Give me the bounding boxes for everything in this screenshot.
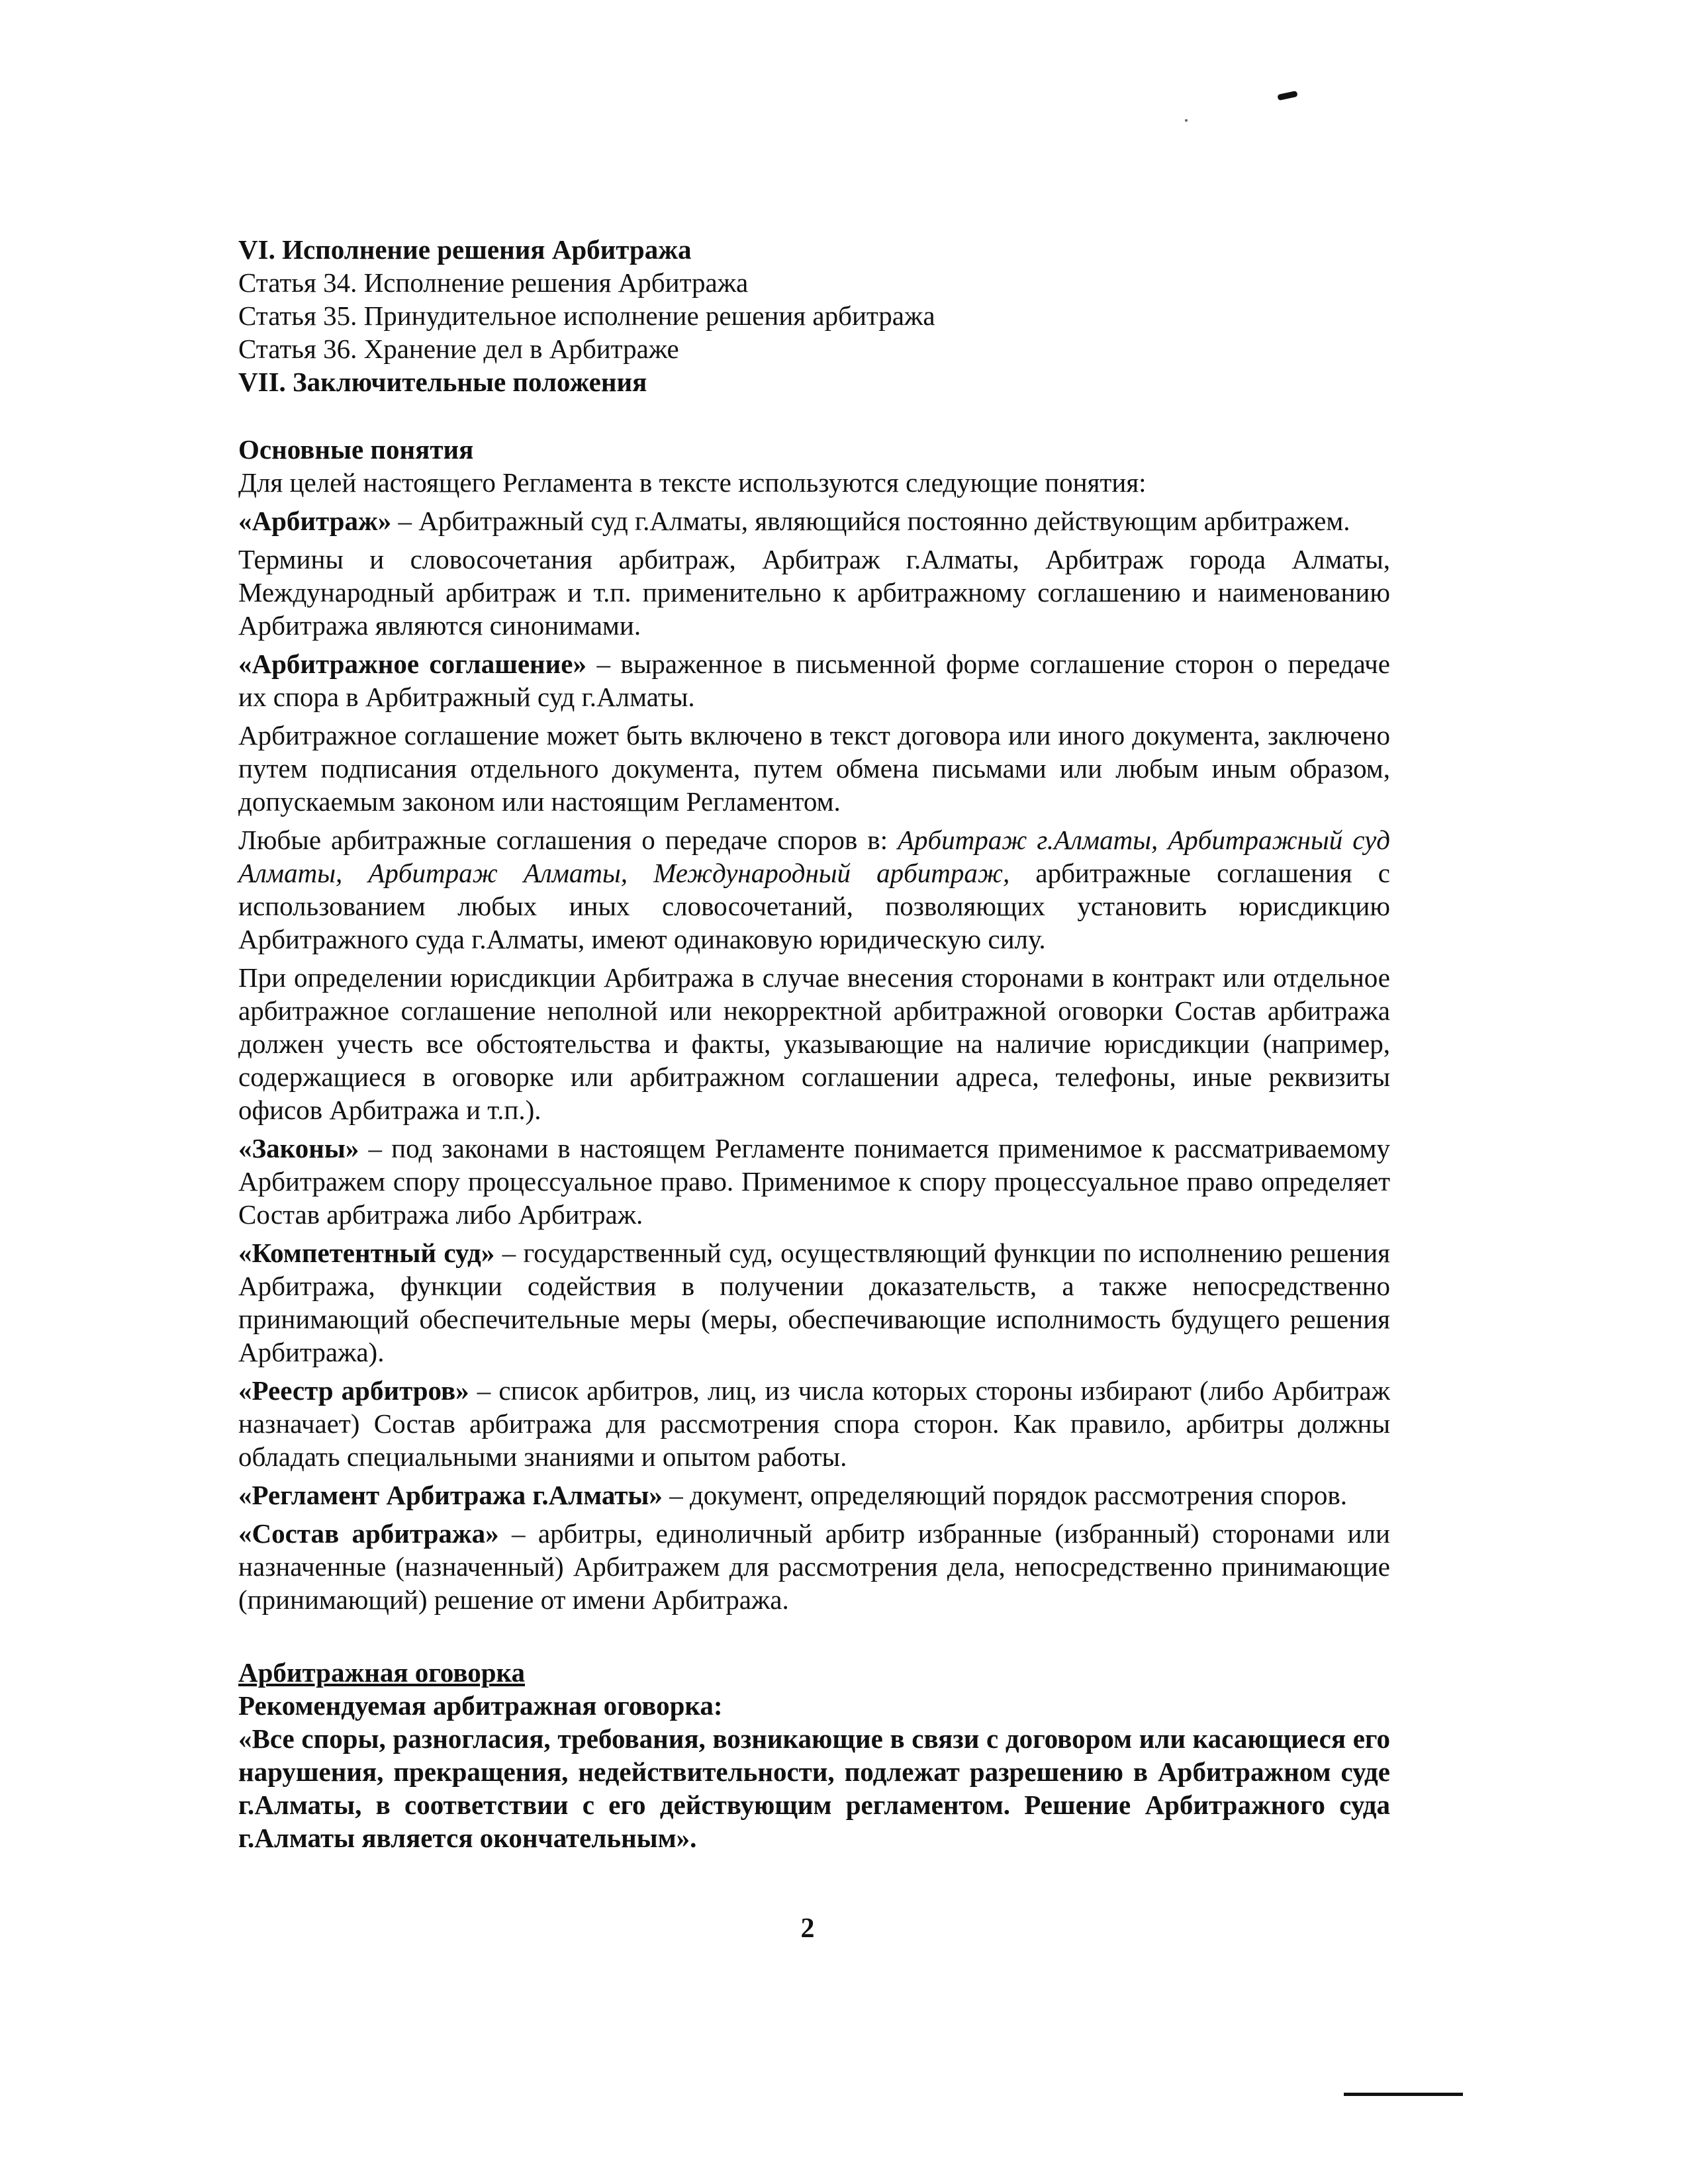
definition-tribunal: [238, 1517, 1390, 1616]
page-number: 2: [800, 1913, 815, 1944]
definition-competent-court: [238, 1236, 1390, 1369]
concepts-intro: Для целей настоящего Регламента в тексте используются следующие понятия:: [238, 467, 1147, 498]
term-agreement: «Арбитражное соглашение»: [238, 649, 586, 679]
clause-heading: Арбитражная оговорка: [238, 1657, 526, 1688]
any-agreements-paragraph: [238, 823, 1390, 956]
def-rules: – документ, определяющий порядок рассмотрения споров.: [662, 1480, 1348, 1510]
clause-subheading: Рекомендуемая арбитражная оговорка:: [238, 1690, 723, 1721]
document-body: [238, 233, 1390, 1854]
synonyms-paragraph: Термины и словосочетания арбитраж, Арбитраж г.Алматы, Арбитраж города Алматы, Международный арбитраж и т.п. применительно к арбитражному соглашению и наименованию Арбитража являются синонимами.: [238, 544, 1390, 641]
term-registry: «Реестр арбитров»: [238, 1375, 469, 1406]
def-agreement: – выраженное в письменной форме соглашение сторон о передаче их спора в Арбитражный суд г.Алматы.: [238, 649, 1390, 712]
term-arbitrage: «Арбитраж»: [238, 506, 392, 536]
term-competent-court: «Компетентный суд»: [238, 1238, 495, 1268]
scan-mark: [1277, 91, 1297, 101]
definition-agreement: [238, 647, 1390, 713]
def-competent-court: – государственный суд, осуществляющий функции по исполнению решения Арбитража, функции содействия в получении доказательств, а также непосредственно принимающий обеспечительные меры (меры, обеспечивающие исполнимость будущего решения Арбитража).: [238, 1238, 1391, 1367]
def-tribunal: – арбитры, единоличный арбитр избранные (избранный) сторонами или назначенные (назначенный) Арбитражем для рассмотрения дела, непосредственно принимающие (принимающий) решение от имени Арбитража.: [238, 1518, 1390, 1615]
toc-section-6: VI. Исполнение решения Арбитража: [238, 234, 692, 265]
definition-laws: [238, 1132, 1390, 1231]
def-arbitrage: – Арбитражный суд г.Алматы, являющийся постоянно действующим арбитражем.: [391, 506, 1350, 536]
agreement-forms-paragraph: Арбитражное соглашение может быть включено в текст договора или иного документа, заключено путем подписания отдельного документа, путем обмена письмами или любым иным образом, допускаемым законом или настоящим Регламентом.: [238, 720, 1390, 817]
any-agreements-end: арбитражные соглашения с использованием любых иных словосочетаний, позволяющих установить юрисдикцию Арбитражного суда г.Алматы, имеют одинаковую юридическую силу.: [238, 858, 1390, 954]
term-laws: «Законы»: [238, 1133, 359, 1163]
concepts-heading: Основные понятия: [238, 434, 474, 465]
definition-rules: [238, 1479, 1390, 1512]
toc-article-36: Статья 36. Хранение дел в Арбитраже: [238, 334, 679, 364]
term-tribunal: «Состав арбитража»: [238, 1518, 499, 1549]
def-laws: – под законами в настоящем Регламенте понимается применимое к рассматриваемому Арбитражем спору процессуальное право. Применимое к спору процессуальное право определяет Состав арбитража либо Арбитраж.: [238, 1133, 1390, 1230]
definition-arbitrage: [238, 504, 1390, 537]
recommended-clause-text: «Все споры, разногласия, требования, возникающие в связи с договором или касающиеся его нарушения, прекращения, недействительности, подлежат разрешению в Арбитражном суде г.Алматы, в соответствии с его действующим регламентом. Решение Арбитражного суда г.Алматы является окончательным».: [238, 1723, 1390, 1853]
any-agreements-italic: Арбитраж г.Алматы, Арбитражный суд Алматы, Арбитраж Алматы, Международный арбитраж,: [238, 825, 1390, 888]
toc-article-34: Статья 34. Исполнение решения Арбитража: [238, 267, 749, 298]
toc-article-35: Статья 35. Принудительное исполнение решения арбитража: [238, 300, 935, 331]
scan-line: [1344, 2093, 1463, 2096]
term-rules: «Регламент Арбитража г.Алматы»: [238, 1480, 663, 1510]
jurisdiction-paragraph: При определении юрисдикции Арбитража в случае внесения сторонами в контракт или отдельное арбитражное соглашение неполной или некорректной арбитражной оговорки Состав арбитража должен учесть все обстоятельства и факты, указывающие на наличие юрисдикции (например, содержащиеся в оговорке или арбитражном соглашении адреса, телефоны, иные реквизиты офисов Арбитража и т.п.).: [238, 962, 1390, 1125]
def-registry: – список арбитров, лиц, из числа которых стороны избирают (либо Арбитраж назначает) Состав арбитража для рассмотрения спора сторон. Как правило, арбитры должны обладать специальными знаниями и опытом работы.: [238, 1375, 1390, 1472]
definition-registry: [238, 1374, 1390, 1473]
scan-dot: [1185, 119, 1188, 122]
toc-section-7: VII. Заключительные положения: [238, 367, 647, 397]
any-agreements-start: Любые арбитражные соглашения о передаче споров в:: [238, 825, 898, 855]
